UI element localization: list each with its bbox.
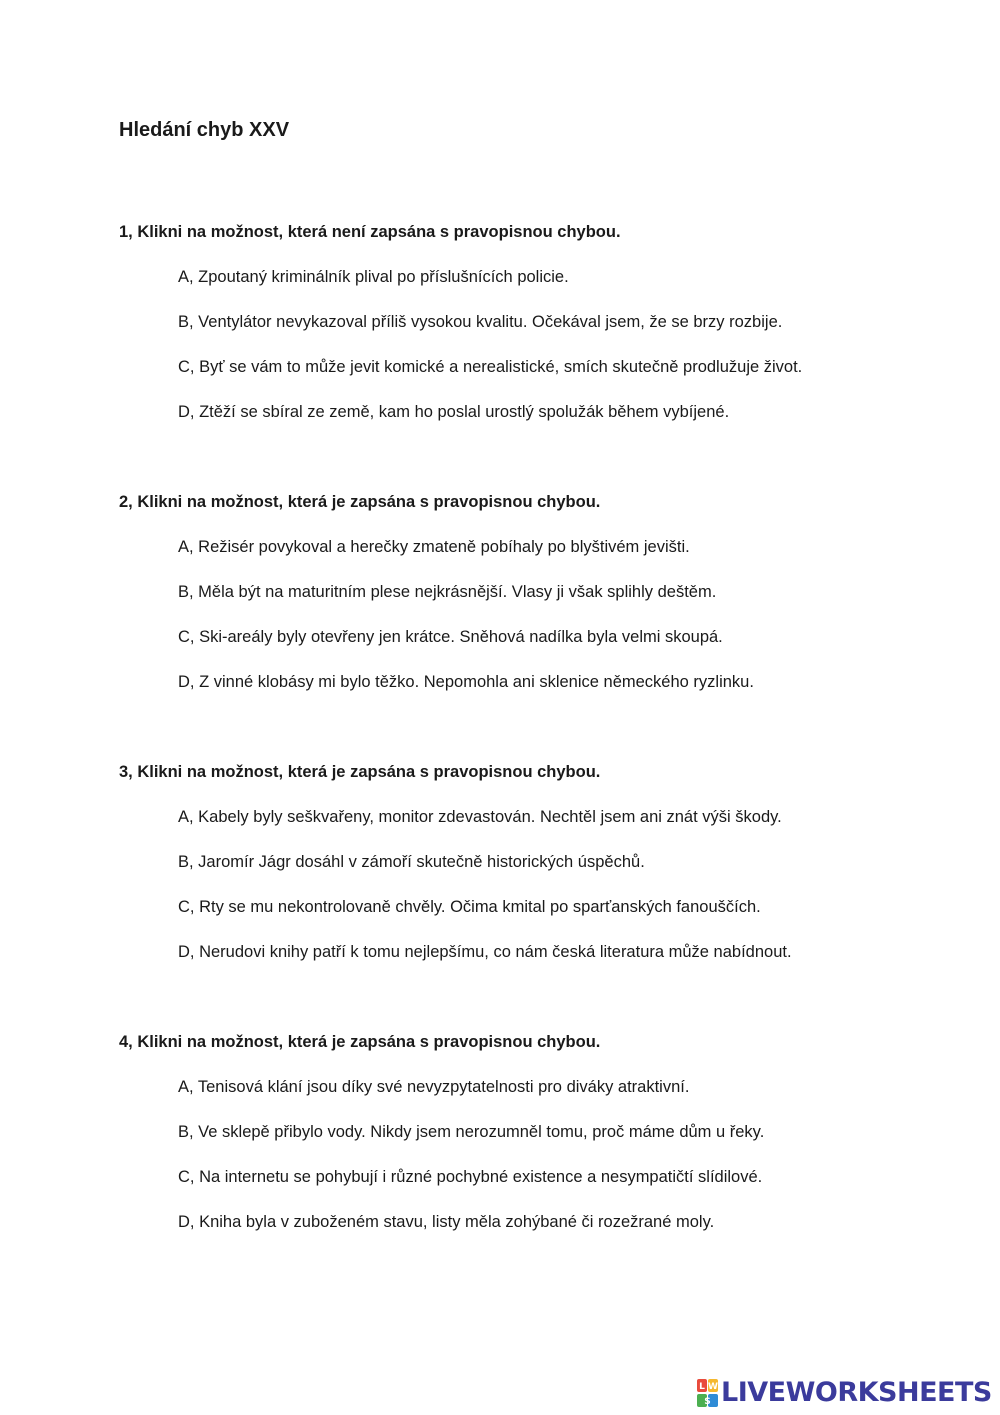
liveworksheets-logo-icon [697,1376,719,1410]
answer-option-c[interactable]: C, Rty se mu nekontrolovaně chvěly. Očima kmital po sparťanských fanouščích. [178,898,761,916]
answer-option-a[interactable]: A, Kabely byly seškvařeny, monitor zdevastován. Nechtěl jsem ani znát výši škody. [178,808,782,826]
answer-option-b[interactable]: B, Ventylátor nevykazoval příliš vysokou kvalitu. Očekával jsem, že se brzy rozbije. [178,313,783,331]
answer-option-d[interactable]: D, Ztěží se sbíral ze země, kam ho poslal urostlý spolužák během vybíjené. [178,403,730,421]
answer-option-b[interactable]: B, Měla být na maturitním plese nejkrásnější. Vlasy ji však splihly deštěm. [178,583,717,601]
page-title: Hledání chyb XXV [119,119,290,141]
question-1 [119,220,979,421]
answer-option-d[interactable]: D, Nerudovi knihy patří k tomu nejlepšímu, co nám česká literatura může nabídnout. [178,943,792,961]
svg-text:L: L [699,1382,705,1392]
question-prompt: 2, Klikni na možnost, která je zapsána s pravopisnou chybou. [119,493,601,511]
answer-option-a[interactable]: A, Tenisová klání jsou díky své nevyzpytatelnosti pro diváky atraktivní. [178,1078,690,1096]
question-prompt: 3, Klikni na možnost, která je zapsána s pravopisnou chybou. [119,763,601,781]
svg-text:S: S [704,1397,711,1407]
answer-option-b[interactable]: B, Ve sklepě přibylo vody. Nikdy jsem nerozumněl tomu, proč máme dům u řeky. [178,1123,765,1141]
answer-option-c[interactable]: C, Ski-areály byly otevřeny jen krátce. Sněhová nadílka byla velmi skoupá. [178,628,723,646]
answer-option-b[interactable]: B, Jaromír Jágr dosáhl v zámoří skutečně historických úspěchů. [178,853,645,871]
question-prompt: 1, Klikni na možnost, která není zapsána s pravopisnou chybou. [119,223,621,241]
question-3 [119,760,979,961]
question-4 [119,1030,979,1231]
answer-option-a[interactable]: A, Režisér povykoval a herečky zmateně pobíhaly po blyštivém jevišti. [178,538,690,556]
liveworksheets-branding [697,1376,992,1410]
answer-option-c[interactable]: C, Byť se vám to může jevit komické a nerealistické, smích skutečně prodlužuje život. [178,358,803,376]
answer-option-d[interactable]: D, Z vinné klobásy mi bylo těžko. Nepomohla ani sklenice německého ryzlinku. [178,673,754,691]
brand-wordmark: LIVEWORKSHEETS [721,1377,992,1408]
answer-option-d[interactable]: D, Kniha byla v zuboženém stavu, listy měla zohýbané či rozežrané moly. [178,1213,715,1231]
question-prompt: 4, Klikni na možnost, která je zapsána s pravopisnou chybou. [119,1033,601,1051]
question-2 [119,490,979,691]
svg-text:W: W [708,1382,718,1392]
answer-option-c[interactable]: C, Na internetu se pohybují i různé pochybné existence a nesympatičtí slídilové. [178,1168,763,1186]
answer-option-a[interactable]: A, Zpoutaný kriminálník plival po příslušnících policie. [178,268,569,286]
